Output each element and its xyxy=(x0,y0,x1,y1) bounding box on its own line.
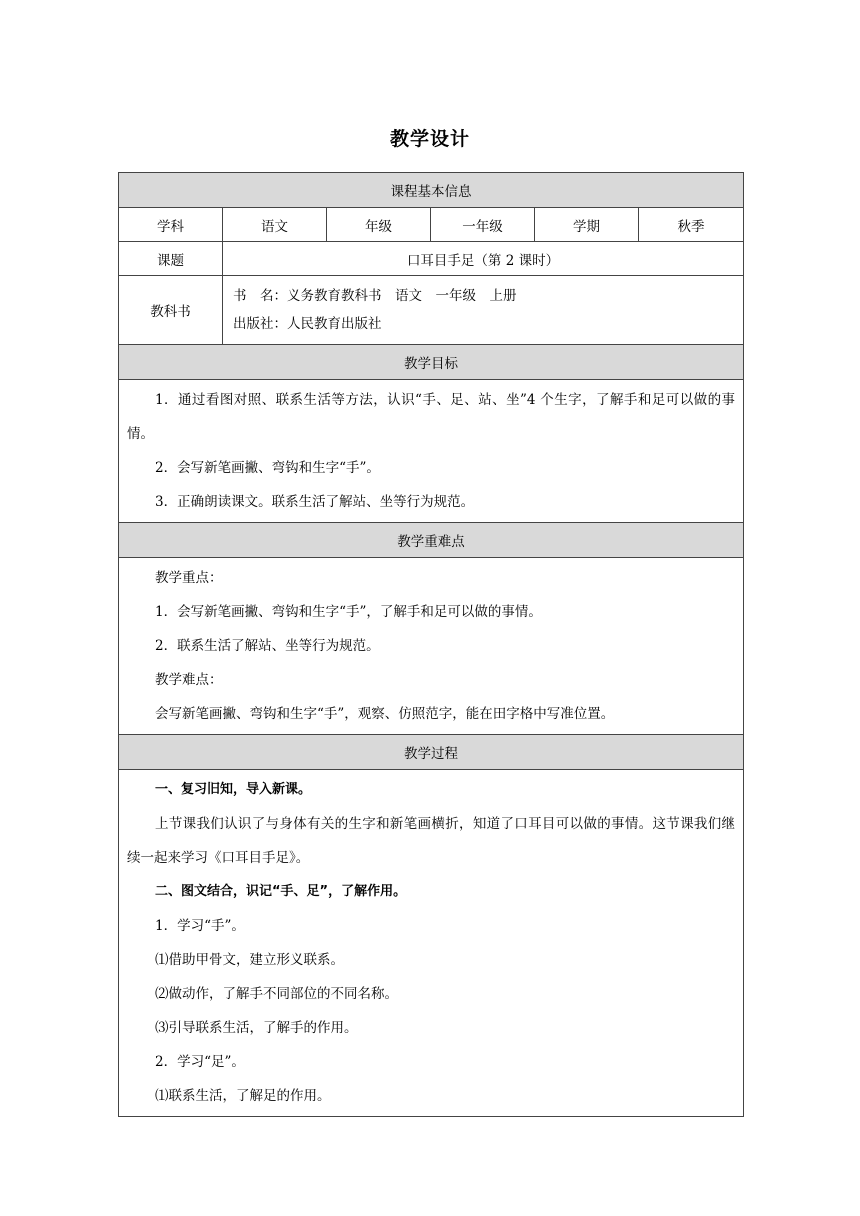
key-points-line: 教学难点： xyxy=(155,672,223,688)
topic-label: 课题 xyxy=(119,242,223,276)
subject-value: 语文 xyxy=(223,208,327,242)
process-line: 2．学习“足”。 xyxy=(155,1054,245,1070)
key-points-line: 2．联系生活了解站、坐等行为规范。 xyxy=(155,638,380,654)
process-section-title: 二、图文结合，识记“手、足”，了解作用。 xyxy=(155,884,407,899)
key-points-content xyxy=(119,558,744,735)
grade-label: 年级 xyxy=(327,208,431,242)
objective-item: 2．会写新笔画撇、弯钩和生字“手”。 xyxy=(155,460,380,476)
subject-label: 学科 xyxy=(119,208,223,242)
lesson-plan-table xyxy=(118,172,744,1117)
objectives-row xyxy=(119,380,744,523)
process-header: 教学过程 xyxy=(119,735,744,770)
process-line: ⑶引导联系生活，了解手的作用。 xyxy=(155,1020,358,1036)
process-section-title: 一、复习旧知，导入新课。 xyxy=(155,782,312,797)
key-points-header-row xyxy=(119,523,744,558)
document-title: 教学设计 xyxy=(389,128,470,150)
textbook-row xyxy=(119,276,744,345)
process-line: 1．学习“手”。 xyxy=(155,918,245,934)
process-paragraph: 上节课我们认识了与身体有关的生字和新笔画横折，知道了口耳目可以做的事情。这节课我们继续一起来学习《口耳目手足》。 xyxy=(127,816,736,866)
textbook-label: 教科书 xyxy=(119,276,223,345)
textbook-name-line: 书 名：义务教育教科书 语文 一年级 上册 xyxy=(233,288,517,304)
key-points-line: 会写新笔画撇、弯钩和生字“手”，观察、仿照范字，能在田字格中写准位置。 xyxy=(155,706,615,722)
process-header-row xyxy=(119,735,744,770)
process-line: ⑴借助甲骨文，建立形义联系。 xyxy=(155,952,344,968)
term-label: 学期 xyxy=(535,208,639,242)
objective-item: 1．通过看图对照、联系生活等方法，认识“手、足、站、坐”4 个生字，了解手和足可以做的事情。 xyxy=(127,392,736,442)
objectives-header-row xyxy=(119,345,744,380)
grade-value: 一年级 xyxy=(431,208,535,242)
key-points-row xyxy=(119,558,744,735)
process-line: ⑴联系生活，了解足的作用。 xyxy=(155,1088,331,1104)
objective-item: 3．正确朗读课文。联系生活了解站、坐等行为规范。 xyxy=(155,494,475,510)
textbook-info xyxy=(223,276,744,345)
topic-value: 口耳目手足（第 2 课时） xyxy=(223,242,744,276)
key-points-line: 教学重点： xyxy=(155,570,223,586)
topic-row xyxy=(119,242,744,276)
process-line: ⑵做动作，了解手不同部位的不同名称。 xyxy=(155,986,398,1002)
objectives-header: 教学目标 xyxy=(119,345,744,380)
process-content xyxy=(119,770,744,1117)
basic-info-header: 课程基本信息 xyxy=(119,173,744,208)
textbook-publisher-line: 出版社：人民教育出版社 xyxy=(233,316,382,332)
objectives-content xyxy=(119,380,744,523)
term-value: 秋季 xyxy=(639,208,744,242)
info-row xyxy=(119,208,744,242)
key-points-header: 教学重难点 xyxy=(119,523,744,558)
basic-info-header-row xyxy=(119,173,744,208)
process-row xyxy=(119,770,744,1117)
key-points-line: 1．会写新笔画撇、弯钩和生字“手”，了解手和足可以做的事情。 xyxy=(155,604,542,620)
